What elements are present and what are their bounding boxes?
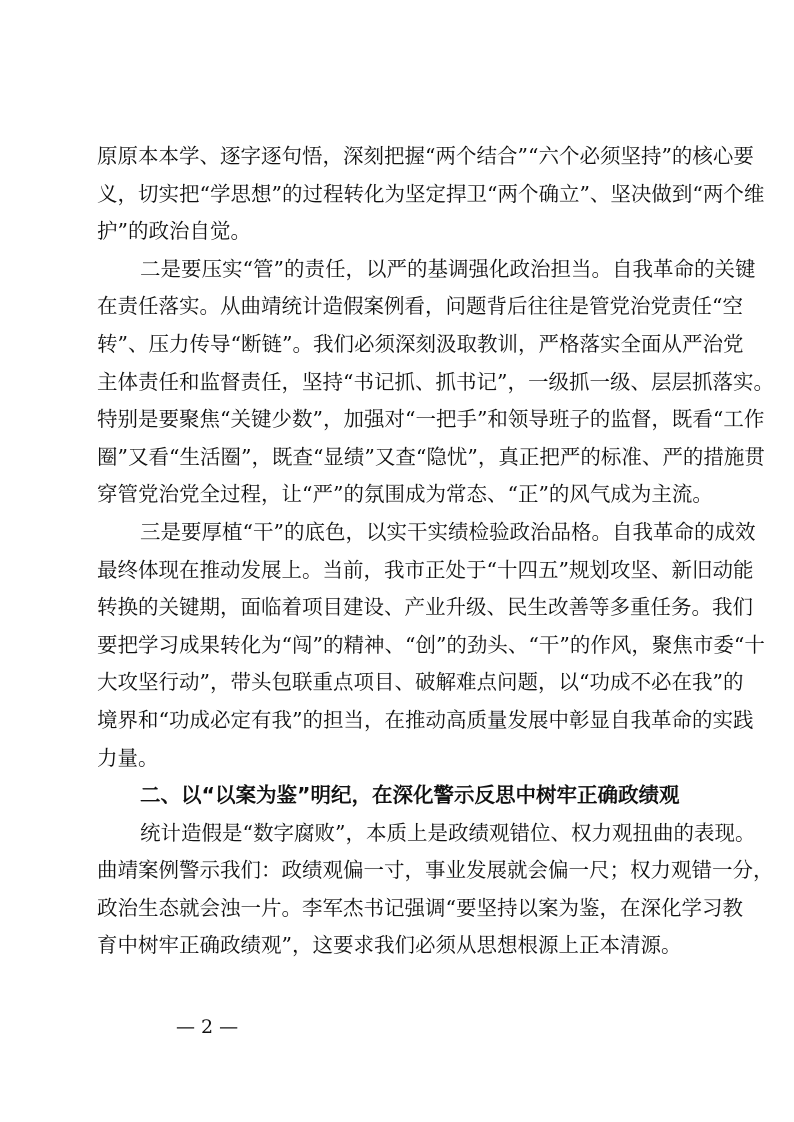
text-line: 穿管党治党全过程，让“严”的氛围成为常态、“正”的风气成为主流。: [97, 482, 713, 507]
section-heading: 二、以“以案为鉴”明纪，在深化警示反思中树牢正确政绩观: [140, 783, 680, 808]
text-line: 转”、压力传导“断链”。我们必须深刻汲取教训，严格落实全面从严治党: [97, 331, 744, 356]
text-line: 护”的政治自觉。: [97, 219, 251, 244]
text-line: 最终体现在推动发展上。当前，我市正处于“十四五”规划攻坚、新旧动能: [97, 557, 754, 582]
document-body: [97, 138, 774, 965]
text-line: 境界和“功成必定有我”的担当，在推动高质量发展中彰显自我革命的实践: [97, 707, 754, 732]
text-line: 大攻坚行动”，带头包联重点项目、破解难点问题，以“功成不必在我”的: [97, 670, 744, 695]
text-line: 三是要厚植“干”的底色，以实干实绩检验政治品格。自我革命的成效: [140, 519, 756, 544]
page-number: — 2 —: [176, 1016, 239, 1038]
text-line: 育中树牢正确政绩观”，这要求我们必须从思想根源上正本清源。: [97, 933, 682, 958]
text-line: 特别是要聚焦“关键少数”，加强对“一把手”和领导班子的监督，既看“工作: [97, 407, 765, 432]
text-line: 政治生态就会浊一片。李军杰书记强调“要坚持以案为鉴，在深化学习教: [97, 895, 743, 920]
text-line: 主体责任和监督责任，坚持“书记抓、抓书记”，一级抓一级、层层抓落实。: [97, 369, 774, 394]
text-line: 要把学习成果转化为“闯”的精神、“创”的劲头、“干”的作风，聚焦市委“十: [97, 632, 765, 657]
text-line: 曲靖案例警示我们：政绩观偏一寸，事业发展就会偏一尺；权力观错一分，: [97, 858, 774, 883]
text-line: 力量。: [97, 745, 159, 770]
text-line: 统计造假是“数字腐败”，本质上是政绩观错位、权力观扭曲的表现。: [140, 820, 756, 845]
text-line: 圈”又看“生活圈”，既查“显绩”又查“隐忧”，真正把严的标准、严的措施贯: [97, 444, 765, 469]
text-line: 义，切实把“学思想”的过程转化为坚定捍卫“两个确立”、坚决做到“两个维: [97, 181, 765, 206]
text-line: 转换的关键期，面临着项目建设、产业升级、民生改善等多重任务。我们: [97, 595, 753, 620]
text-line: 在责任落实。从曲靖统计造假案例看，问题背后往往是管党治党责任“空: [97, 294, 743, 319]
text-line: 原原本本学、逐字逐句悟，深刻把握“两个结合”“六个必须坚持”的核心要: [97, 144, 754, 168]
text-line: 二是要压实“管”的责任，以严的基调强化政治担当。自我革命的关键: [140, 256, 756, 281]
